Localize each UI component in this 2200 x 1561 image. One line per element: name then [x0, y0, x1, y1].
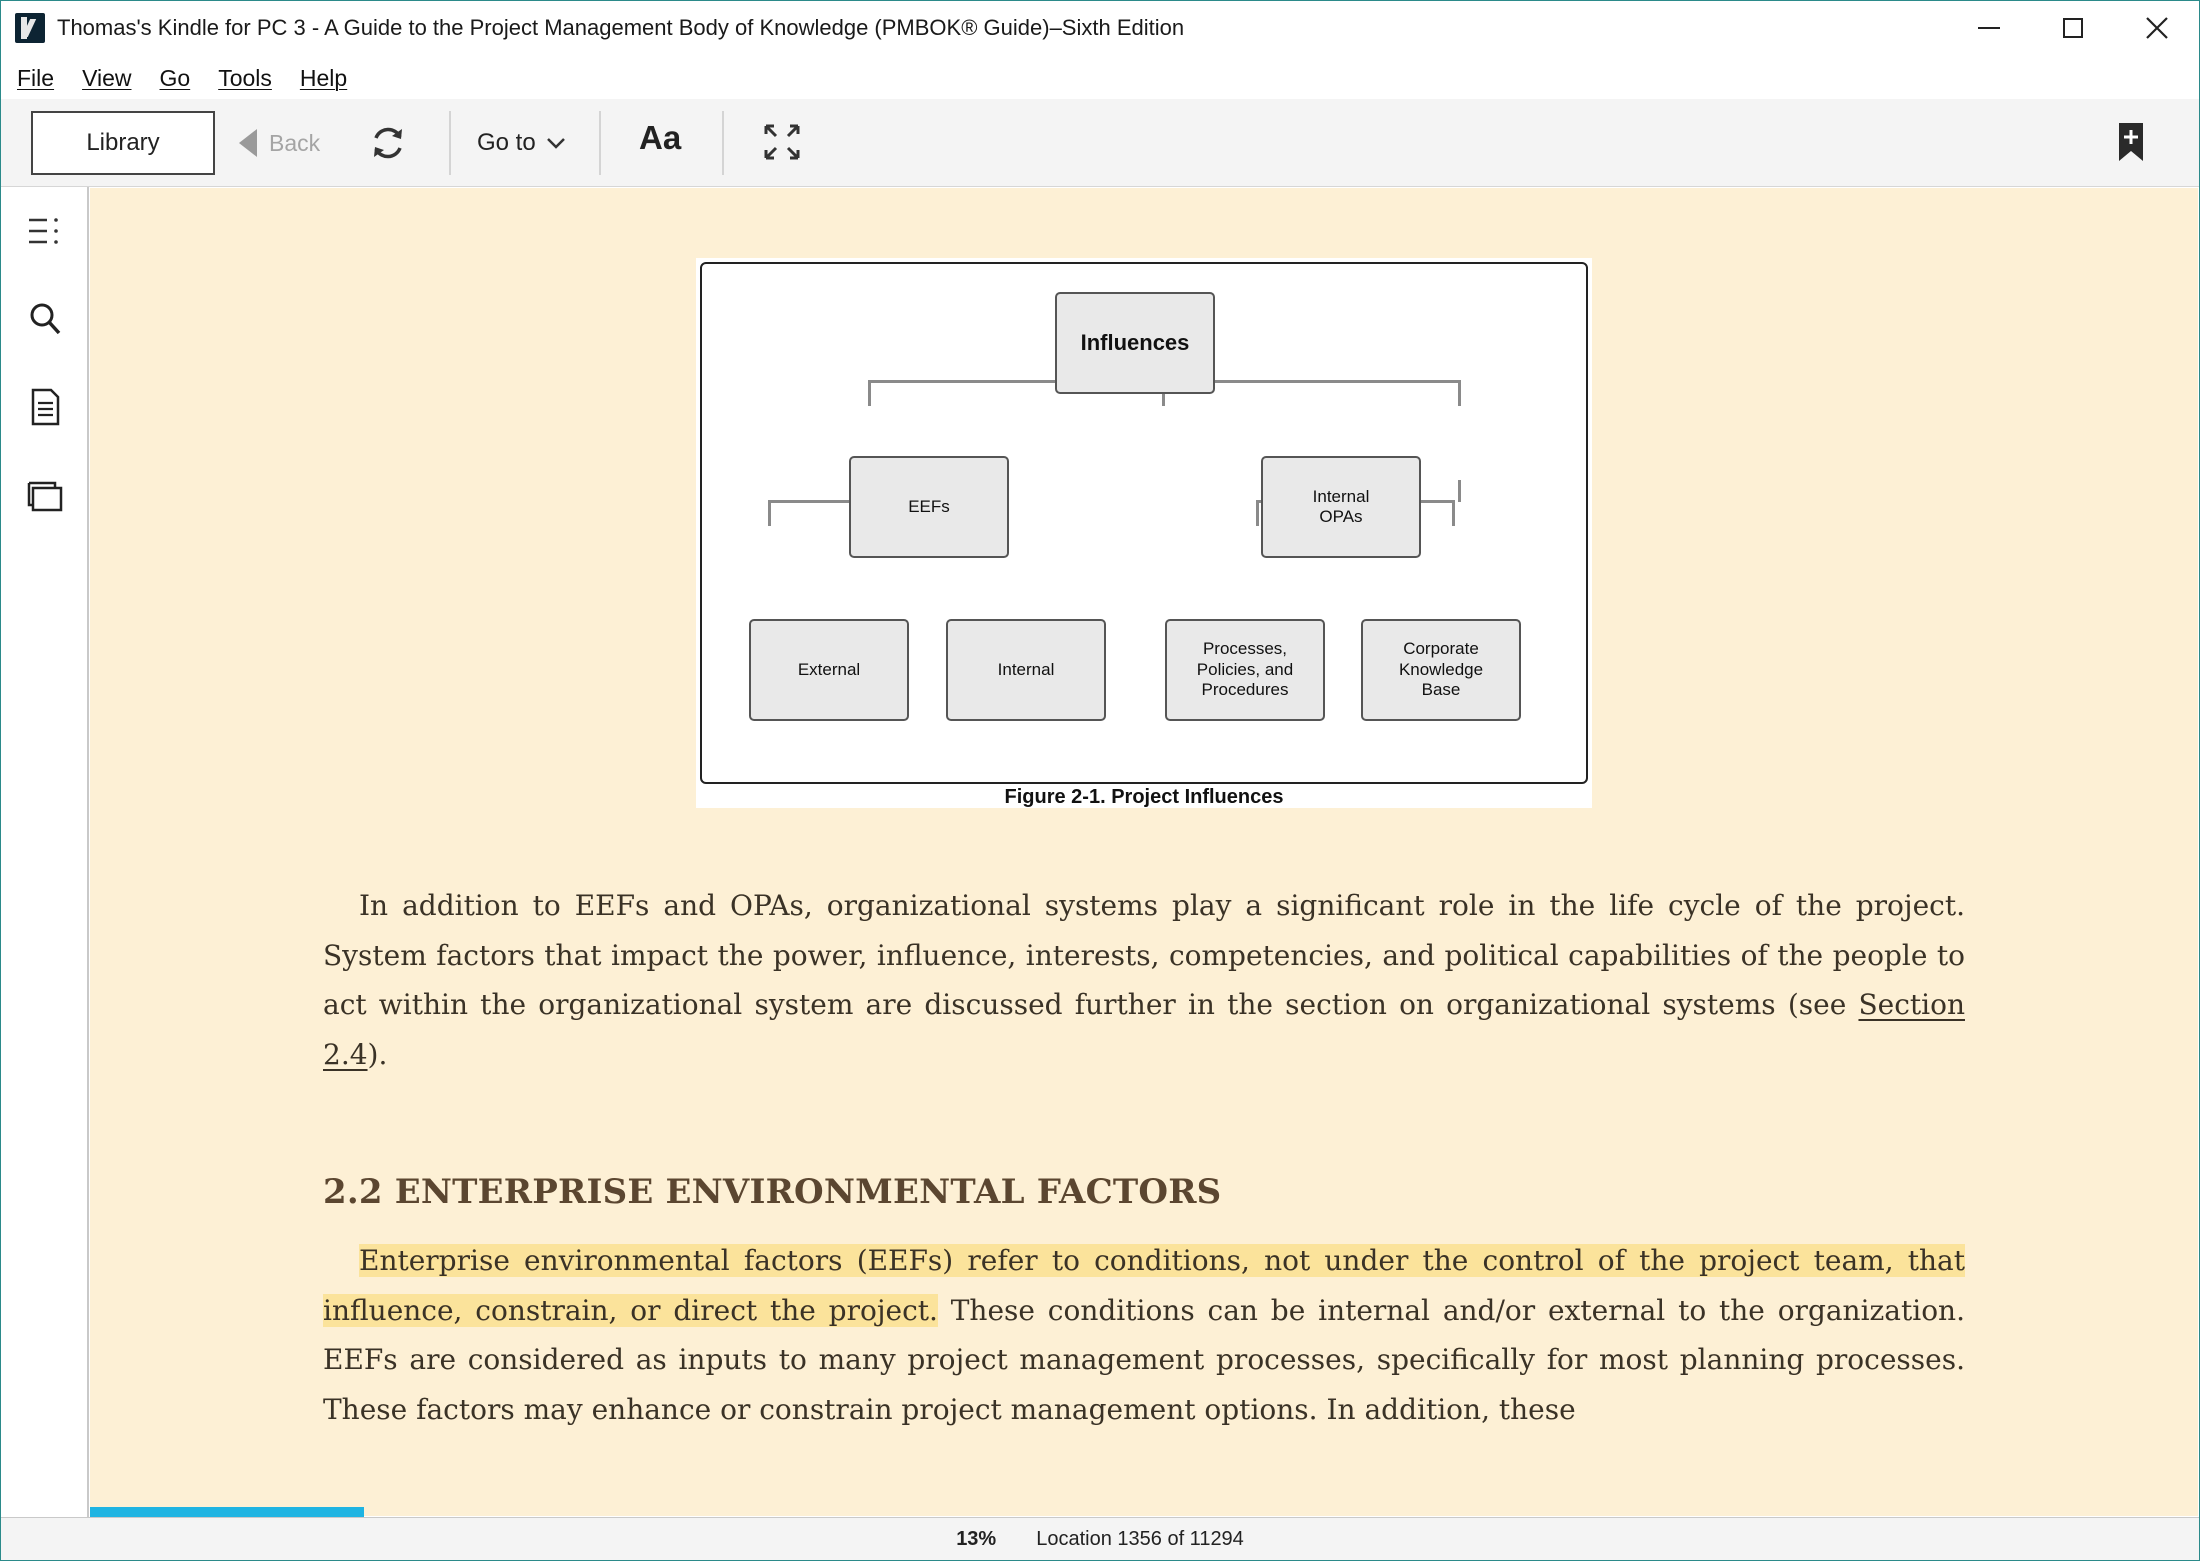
node-internal-opas: Internal OPAs: [1261, 456, 1421, 558]
node-corporate-knowledge: Corporate Knowledge Base: [1361, 619, 1521, 721]
node-influences: Influences: [1055, 292, 1215, 394]
toolbar-separator: [449, 111, 451, 175]
connector: [1458, 380, 1461, 406]
toolbar: [1, 99, 2199, 187]
menu-tools[interactable]: Tools: [218, 64, 272, 91]
toolbar-separator: [722, 111, 724, 175]
fullscreen-icon[interactable]: [763, 123, 801, 161]
menu-go[interactable]: Go: [159, 64, 191, 91]
flashcards-icon[interactable]: [25, 475, 65, 515]
paragraph-text: In addition to EEFs and OPAs, organizational systems play a significant role in the life cycle of the project. System factors that impact the power, influence, interests, competencies, and political capabilities of the people to act within the organizational system are discussed further in the section on organizational systems (see: [323, 889, 1965, 1021]
menu-help[interactable]: Help: [299, 64, 348, 91]
sync-icon[interactable]: [366, 121, 410, 165]
node-processes: Processes, Policies, and Procedures: [1165, 619, 1325, 721]
section-link[interactable]: Section 2.4: [323, 988, 1965, 1071]
library-button[interactable]: Library: [31, 111, 215, 175]
back-button[interactable]: [239, 123, 320, 163]
chevron-down-icon: [546, 136, 566, 150]
status-bar: [1, 1517, 2199, 1561]
connector: [1256, 500, 1259, 526]
reading-pane[interactable]: [90, 188, 2198, 1516]
connector: [1458, 480, 1461, 502]
title-bar: [1, 1, 2199, 55]
left-sidebar: [1, 187, 89, 1517]
reading-progress-fill: [90, 1507, 364, 1517]
close-icon: [2145, 16, 2169, 40]
menu-file[interactable]: File: [17, 64, 55, 91]
minimize-icon: [1978, 27, 2000, 29]
figure-caption: Figure 2-1. Project Influences: [1004, 786, 1284, 808]
window-controls: [1947, 1, 2199, 55]
back-label: Back: [269, 129, 321, 156]
connector: [1452, 500, 1455, 526]
toolbar-separator: [599, 111, 601, 175]
search-icon[interactable]: [25, 299, 65, 339]
node-internal: Internal: [946, 619, 1106, 721]
progress-percent: 13%: [956, 1528, 997, 1550]
contents-icon[interactable]: [25, 211, 65, 251]
project-influences-figure: [696, 258, 1592, 808]
paragraph-organizational-systems: [323, 881, 1965, 1079]
goto-dropdown[interactable]: [477, 123, 566, 163]
node-external: External: [749, 619, 909, 721]
menu-view[interactable]: View: [82, 64, 132, 91]
kindle-app-icon: [15, 13, 45, 43]
connector: [768, 500, 771, 526]
highlighted-text[interactable]: Enterprise environmental factors (EEFs) refer to conditions, not under the control of the project team, that influence, constrain, or direct the project.: [323, 1244, 1965, 1327]
maximize-icon: [2063, 18, 2083, 38]
close-button[interactable]: [2115, 1, 2199, 55]
maximize-button[interactable]: [2031, 1, 2115, 55]
window-title: Thomas's Kindle for PC 3 - A Guide to the Project Management Body of Knowledge (PMBOK® Guide)–Sixth Edition: [57, 15, 1185, 40]
reading-progress-bar[interactable]: [90, 1507, 2198, 1517]
minimize-button[interactable]: [1947, 1, 2031, 55]
goto-label: Go to: [477, 129, 536, 156]
location-indicator[interactable]: Location 1356 of 11294: [1036, 1528, 1244, 1550]
back-arrow-icon: [239, 129, 257, 157]
paragraph-eefs: [323, 1236, 1965, 1434]
paragraph-text: These conditions can be internal and/or external to the organization. EEFs are considered as inputs to many project management processes, specifically for most planning processes. These factors may enhance or constrain project management options. In addition, these: [323, 1293, 1965, 1426]
notes-icon[interactable]: [25, 387, 65, 427]
paragraph-text: ).: [367, 1037, 388, 1071]
font-settings-button[interactable]: Aa: [639, 119, 682, 156]
section-heading: 2.2 ENTERPRISE ENVIRONMENTAL FACTORS: [323, 1172, 1222, 1212]
node-eefs: EEFs: [849, 456, 1009, 558]
add-bookmark-icon[interactable]: [2117, 121, 2145, 163]
connector: [868, 380, 871, 406]
menu-bar: [1, 57, 2199, 99]
